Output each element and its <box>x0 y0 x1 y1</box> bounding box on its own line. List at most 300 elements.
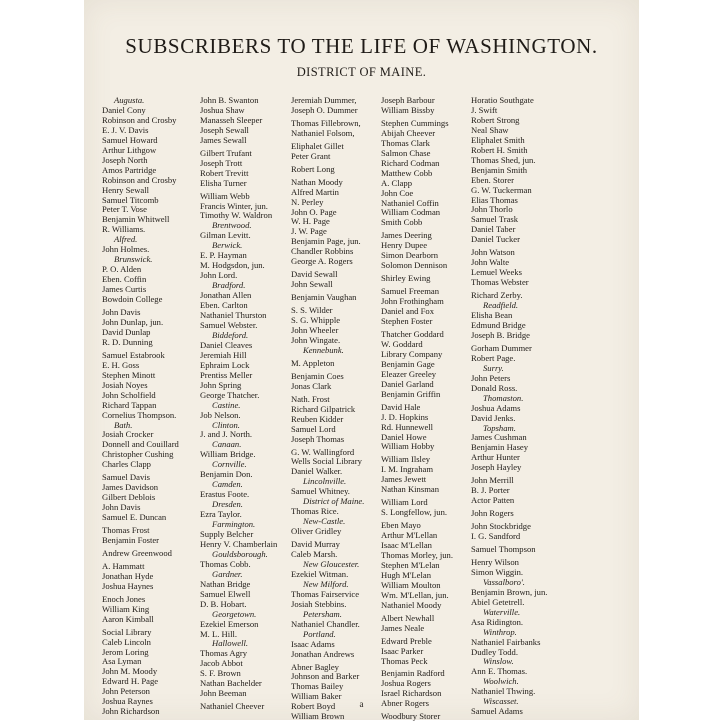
subscriber-name: I. M. Ingraham <box>381 465 434 475</box>
subscriber-name: W. H. Page <box>291 217 330 227</box>
subscriber-name: E. P. Hayman <box>200 251 247 261</box>
subscriber-name: Henry Wilson <box>471 557 519 567</box>
subscriber-name: Benjamin Foster <box>102 535 160 545</box>
town-heading: Camden. <box>212 480 243 490</box>
subscriber-name: Arthur M'Lellan <box>381 531 438 541</box>
subscriber-name: Elisha Bean <box>471 311 513 321</box>
subscriber-name: George Thatcher. <box>200 390 260 400</box>
subscriber-name: Benjamin Page, jun. <box>291 237 361 247</box>
subscriber-name: Nathaniel Thurston <box>200 311 267 321</box>
subscriber-name: Shirley Ewing <box>381 274 431 284</box>
subscriber-name: Benjamin Don. <box>200 470 253 480</box>
subscriber-name: Joshua Adams <box>471 403 521 413</box>
subscriber-name: John Lord. <box>200 271 238 281</box>
subscriber-name: Thomas Frost <box>102 526 150 536</box>
subscriber-name: Jeremiah Hill <box>200 350 247 360</box>
subscriber-name: Joshua Haynes <box>102 581 154 591</box>
subscriber-name: Joshua Rogers <box>381 679 431 689</box>
subscriber-name: John Davis <box>102 308 141 318</box>
subscriber-name: Stephen Foster <box>381 317 433 327</box>
subscriber-name: Nathaniel Fairbanks <box>471 637 541 647</box>
subscriber-name: Jerom Loring <box>102 647 149 657</box>
town-heading: Augusta. <box>114 96 145 105</box>
subscriber-name: Nathan Kinsman <box>381 485 439 495</box>
subscriber-name: Rd. Hunnewell <box>381 422 434 432</box>
subscriber-name: Nathaniel Thwing. <box>471 687 536 697</box>
town-heading: Gouldsborough. <box>212 549 268 559</box>
town-heading: Cornville. <box>212 460 247 470</box>
subscriber-name: Thomas Cobb. <box>200 559 251 569</box>
subscriber-name: Aaron Kimball <box>102 614 154 624</box>
subscriber-name: David Hale <box>381 402 421 412</box>
subscriber-name: Alfred Martin <box>291 187 339 197</box>
subscriber-name: Prentiss Meller <box>200 370 253 380</box>
subscriber-name: Daniel and Fox <box>381 307 434 317</box>
subscriber-name: Robert H. Smith <box>471 145 528 155</box>
subscriber-name: Horatio Southgate <box>471 96 534 105</box>
town-heading: Wiscasset. <box>483 697 519 707</box>
subscriber-name: Timothy W. Waldron <box>200 211 273 221</box>
subscriber-name: William Codman <box>381 208 441 218</box>
subscriber-name: David Jenks. <box>471 413 516 423</box>
town-heading: New Milford. <box>303 579 349 589</box>
subscriber-name: R. Williams. <box>102 225 146 235</box>
subscriber-name: M. Hodgsdon, jun. <box>200 261 265 271</box>
subscriber-name: Ephraim Lock <box>200 360 250 370</box>
subscriber-name: Daniel Taber <box>471 225 516 235</box>
town-heading: Petersham. <box>303 609 342 619</box>
subscriber-name: Nath. Frost <box>291 394 330 404</box>
subscriber-name: Thomas Morley, jun. <box>381 550 454 560</box>
subscriber-name: Social Library <box>102 627 152 637</box>
subscriber-name: I. G. Sandford <box>471 532 521 542</box>
subscriber-name: Benjamin Brown, jun. <box>471 587 548 597</box>
subscriber-name: Peter Grant <box>291 151 331 161</box>
subscriber-name: Edward H. Page <box>102 677 159 687</box>
subscriber-name: Jonathan Andrews <box>291 649 355 659</box>
subscriber-name: Samuel Whitney. <box>291 487 350 497</box>
subscriber-name: John Wheeler <box>291 326 339 336</box>
subscriber-name: John B. Swanton <box>200 96 259 105</box>
subscriber-name: Samuel E. Duncan <box>102 513 167 523</box>
subscriber-name: Samuel Freeman <box>381 287 439 297</box>
town-heading: Biddeford. <box>212 330 249 340</box>
subscriber-name: Nathan Bridge <box>200 579 251 589</box>
subscriber-name: Job Nelson. <box>200 410 241 420</box>
subscriber-name: Nathaniel Moody <box>381 600 442 610</box>
subscriber-name: Charles Clapp <box>102 460 151 470</box>
town-heading: Castine. <box>212 400 241 410</box>
subscriber-name: Gilbert Trufant <box>200 148 252 158</box>
subscriber-name: Samuel Adams <box>471 707 523 717</box>
subscriber-name: Eliphalet Gillet <box>291 141 344 151</box>
subscriber-name: Amos Partridge <box>102 165 157 175</box>
subscriber-name: Joshua Shaw <box>200 105 245 115</box>
subscriber-name: Nathaniel Cheever <box>200 702 265 712</box>
subscriber-name: Bowdoin College <box>102 295 163 305</box>
subscriber-name: Erastus Foote. <box>200 490 250 500</box>
subscriber-name: John Thorlo <box>471 205 513 215</box>
subscriber-name: William Lord <box>381 498 428 508</box>
subscriber-name: Asa Lyman <box>102 657 142 667</box>
town-heading: Topsham. <box>483 423 516 433</box>
town-heading: Winthrop. <box>483 627 517 637</box>
subscriber-name: J. Swift <box>471 105 498 115</box>
subscriber-name: Thomas Rice. <box>291 507 339 517</box>
subscriber-name: Albert Newhall <box>381 613 435 623</box>
subscriber-name: Eben. Storer <box>471 175 514 185</box>
subscriber-name: Henry Dupee <box>381 241 428 251</box>
subscriber-name: John Beeman <box>200 689 247 699</box>
town-heading: New Gloucester. <box>303 559 360 569</box>
subscriber-name: Woodbury Storer <box>381 712 441 722</box>
subscriber-name: Robert Long <box>291 164 335 174</box>
town-heading: Berwick. <box>212 241 243 251</box>
subscriber-name: Johnson and Barker <box>291 672 360 682</box>
subscriber-name: E. J. V. Davis <box>102 125 149 135</box>
subscriber-name: Nathaniel Coffin <box>381 198 439 208</box>
subscriber-name: John Peterson <box>102 687 150 697</box>
subscriber-name: Matthew Cobb <box>381 168 433 178</box>
subscriber-name: A. Clapp <box>381 178 413 188</box>
subscriber-name: John Peters <box>471 373 511 383</box>
town-heading: Bath. <box>114 420 133 430</box>
subscriber-name: Thomas Fillebrown, <box>291 118 361 128</box>
subscriber-name: Samuel Titcomb <box>102 195 159 205</box>
subscriber-name: James Sewall <box>200 135 247 145</box>
subscriber-name: James Deering <box>381 231 432 241</box>
subscriber-name: Benjamin Griffin <box>381 389 441 399</box>
subscriber-name: Eleazer Greeley <box>381 369 437 379</box>
subscriber-name: Edmund Bridge <box>471 320 526 330</box>
subscriber-name: Nathaniel Folsom, <box>291 128 355 138</box>
subscriber-name: Nathan Bachelder <box>200 679 262 689</box>
subscriber-name: Richard Zerby. <box>471 291 523 301</box>
subscriber-name: William Baker <box>291 692 342 702</box>
subscriber-name: John Scholfield <box>102 390 156 400</box>
subscriber-name: Wells Social Library <box>291 457 362 467</box>
subscriber-name: Wm. M'Lellan, jun. <box>381 590 449 600</box>
subscriber-name: Robert Strong <box>471 115 520 125</box>
subscriber-name: N. Perley <box>291 197 324 207</box>
subscriber-name: Francis Winter, jun. <box>200 201 268 211</box>
subscriber-name: Arthur Hunter <box>471 453 520 463</box>
subscriber-name: William Ilsley <box>381 455 431 465</box>
subscriber-name: Thomas Peck <box>381 656 428 666</box>
subscriber-name: P. O. Alden <box>102 265 142 275</box>
subscriber-name: Joseph Hayley <box>471 463 522 473</box>
town-heading: District of Maine. <box>303 497 365 507</box>
subscriber-name: John O. Page <box>291 207 337 217</box>
subscriber-name: J. and J. North. <box>200 430 253 440</box>
subscriber-name: Jeremiah Dummer, <box>291 96 357 105</box>
subscriber-name: Manasseh Sleeper <box>200 115 263 125</box>
subscriber-name: Benjamin Gage <box>381 359 435 369</box>
subscriber-name: D. B. Hobart. <box>200 599 247 609</box>
subscriber-name: Josiah Stebbins. <box>291 599 347 609</box>
subscriber-name: James Davidson <box>102 483 159 493</box>
subscriber-name: Daniel Tucker <box>471 235 520 245</box>
subscriber-name: Hugh M'Lelan <box>381 570 431 580</box>
page-title: SUBSCRIBERS TO THE LIFE OF WASHINGTON. <box>125 34 598 58</box>
subscriber-name: William King <box>102 604 150 614</box>
subscriber-name: Abner Rogers <box>381 699 429 709</box>
subscriber-name: Enoch Jones <box>102 594 146 604</box>
subscriber-name: J. D. Hopkins <box>381 412 429 422</box>
town-heading: Lincolnville. <box>303 477 347 487</box>
subscriber-name: John Merrill <box>471 476 514 486</box>
subscriber-name: Daniel Walker. <box>291 467 343 477</box>
subscriber-name: Joseph Thomas <box>291 434 345 444</box>
town-heading: Bradford. <box>212 281 246 291</box>
subscriber-name: Asa Ridington. <box>471 617 524 627</box>
subscriber-name: Thomas Webster <box>471 278 529 288</box>
subscriber-name: Stephen M'Lelan <box>381 560 440 570</box>
subscriber-name: Smith Cobb <box>381 218 423 228</box>
subscriber-name: David Dunlap <box>102 327 151 337</box>
subscriber-name: Library Company <box>381 349 443 359</box>
subscriber-name: John Watson <box>471 248 515 258</box>
subscriber-name: Henry V. Chamberlain <box>200 539 278 549</box>
subscriber-name: Joseph O. Dummer <box>291 105 358 115</box>
subscriber-name: R. D. Dunning <box>102 337 153 347</box>
subscriber-name: Abner Bagley <box>291 662 339 672</box>
subscriber-column-5 <box>471 96 567 717</box>
subscriber-name: Christopher Cushing <box>102 450 174 460</box>
subscriber-name: John Coe <box>381 188 414 198</box>
subscriber-name: John Rogers <box>471 509 514 519</box>
subscriber-column-2 <box>200 96 296 712</box>
subscriber-name: David Murray <box>291 540 340 550</box>
subscriber-name: Benjamin Hasey <box>471 443 529 453</box>
subscriber-name: Daniel Howe <box>381 432 427 442</box>
subscriber-name: Eben. Coffin <box>102 275 147 285</box>
subscriber-name: Cornelius Thompson. <box>102 410 177 420</box>
subscriber-name: Simon Wiggin. <box>471 567 524 577</box>
subscriber-name: Gorham Dummer <box>471 343 532 353</box>
town-heading: Surry. <box>483 363 504 373</box>
town-heading: Waterville. <box>483 607 521 617</box>
subscriber-name: Thomas Fairservice <box>291 589 360 599</box>
subscriber-name: Reuben Kidder <box>291 414 344 424</box>
subscriber-name: Elisha Turner <box>200 178 247 188</box>
subscriber-name: Richard Gilpatrick <box>291 404 356 414</box>
subscriber-name: Benjamin Vaughan <box>291 293 357 303</box>
subscriber-name: John Sewall <box>291 280 333 290</box>
subscriber-name: William Bissby <box>381 105 435 115</box>
subscriber-name: Joseph Sewall <box>200 125 249 135</box>
subscriber-name: Joshua Raynes <box>102 697 153 707</box>
subscriber-name: Caleb Lincoln <box>102 637 151 647</box>
subscriber-name: J. W. Page <box>291 227 327 237</box>
town-heading: Portland. <box>303 629 336 639</box>
subscriber-name: Gilman Levitt. <box>200 231 251 241</box>
subscriber-name: Jonas Clark <box>291 381 332 391</box>
subscriber-name: Elias Thomas <box>471 195 518 205</box>
town-heading: Gardner. <box>212 569 243 579</box>
subscriber-name: Isaac Parker <box>381 646 424 656</box>
subscriber-name: John Wingate. <box>291 335 341 345</box>
subscriber-name: Israel Richardson <box>381 689 442 699</box>
subscriber-name: James Neale <box>381 623 425 633</box>
subscriber-name: William Hobby <box>381 442 435 452</box>
subscriber-name: Oliver Gridley <box>291 527 342 537</box>
subscriber-name: Benjamin Coes <box>291 371 344 381</box>
subscriber-name: Simon Dearborn <box>381 251 439 261</box>
subscriber-name: M. Appleton <box>291 358 335 368</box>
subscriber-name: Samuel Webster. <box>200 320 258 330</box>
subscriber-name: Actor Patten <box>471 496 515 506</box>
town-heading: New-Castle. <box>303 517 346 527</box>
subscriber-name: James Curtis <box>102 285 147 295</box>
town-heading: Woolwich. <box>483 677 519 687</box>
subscriber-name: Lemuel Weeks <box>471 268 522 278</box>
subscriber-name: Thomas Clark <box>381 138 430 148</box>
subscriber-name: Joseph North <box>102 155 148 165</box>
subscriber-name: Abijah Cheever <box>381 128 436 138</box>
town-heading: Farmington. <box>212 520 256 530</box>
subscriber-name: William Moulton <box>381 580 441 590</box>
subscriber-name: Jonathan Allen <box>200 291 252 301</box>
subscriber-name: Chandler Robbins <box>291 247 354 257</box>
subscriber-name: Samuel Howard <box>102 135 158 145</box>
document-page <box>84 0 639 720</box>
subscriber-name: Arthur Lithgow <box>102 145 157 155</box>
subscriber-name: Thatcher Goddard <box>381 329 444 339</box>
subscriber-name: Joseph Trott <box>200 158 243 168</box>
subscriber-name: John Frothingham <box>381 297 444 307</box>
subscriber-name: Benjamin Whitwell <box>102 215 170 225</box>
subscriber-name: Andrew Greenwood <box>102 548 172 558</box>
subscriber-name: John Walte <box>471 258 510 268</box>
subscriber-name: John Spring <box>200 380 242 390</box>
subscriber-name: William Bridge. <box>200 450 256 460</box>
subscriber-name: Joseph Barbour <box>381 96 435 105</box>
subscriber-name: Daniel Garland <box>381 379 434 389</box>
subscriber-name: James Jewett <box>381 475 427 485</box>
subscriber-name: Donald Ross. <box>471 383 518 393</box>
subscriber-name: Nathaniel Chandler. <box>291 619 360 629</box>
subscriber-name: Samuel Elwell <box>200 589 251 599</box>
subscriber-name: Gilbert Deblois <box>102 493 156 503</box>
subscriber-name: S. Longfellow, jun. <box>381 508 448 518</box>
subscriber-name: Eben. Carlton <box>200 301 248 311</box>
subscriber-name: Jonathan Hyde <box>102 571 154 581</box>
subscriber-name: Thomas Shed, jun. <box>471 155 536 165</box>
subscriber-name: Peter T. Vose <box>102 205 147 215</box>
page-subtitle: DISTRICT OF MAINE. <box>296 65 427 79</box>
subscriber-name: Ann E. Thomas. <box>471 667 528 677</box>
subscriber-name: Samuel Thompson <box>471 544 536 554</box>
subscriber-name: M. L. Hill. <box>200 629 238 639</box>
subscriber-name: Thomas Agry <box>200 649 248 659</box>
town-heading: Winslow. <box>483 657 514 667</box>
subscriber-name: Daniel Cleaves <box>200 340 253 350</box>
subscriber-name: Caleb Marsh. <box>291 550 338 560</box>
subscriber-name: Isaac M'Lellan <box>381 541 432 551</box>
town-heading: Kennebunk. <box>303 345 344 355</box>
subscriber-name: Samuel Trask <box>471 215 519 225</box>
subscriber-name: John Stockbridge <box>471 522 531 532</box>
subscriber-column-4 <box>381 96 477 722</box>
subscriber-name: Samuel Davis <box>102 473 150 483</box>
subscriber-name: Josiah Noyes <box>102 380 148 390</box>
subscriber-name: Ezekiel Emerson <box>200 619 259 629</box>
subscriber-name: George A. Rogers <box>291 257 353 267</box>
subscriber-name: John Holmes. <box>102 245 150 255</box>
subscriber-name: William Webb <box>200 191 250 201</box>
subscriber-name: Richard Tappan <box>102 400 157 410</box>
subscriber-name: S. G. Whipple <box>291 316 341 326</box>
subscriber-name: David Sewall <box>291 270 338 280</box>
subscriber-name: Benjamin Radford <box>381 669 445 679</box>
town-heading: Clinton. <box>212 420 240 430</box>
subscriber-name: Donnell and Couillard <box>102 440 179 450</box>
subscriber-name: W. Goddard <box>381 339 423 349</box>
subscriber-name: A. Hammatt <box>102 561 145 571</box>
subscriber-name: Stephen Minott <box>102 370 156 380</box>
subscriber-name: William Brown <box>291 712 345 722</box>
subscriber-name: E. H. Goss <box>102 360 140 370</box>
subscriber-name: Ezra Taylor. <box>200 510 242 520</box>
town-heading: Brentwood. <box>212 221 252 231</box>
subscriber-name: Neal Shaw <box>471 125 509 135</box>
subscriber-name: Robert Page. <box>471 353 516 363</box>
subscriber-name: Eben Mayo <box>381 521 421 531</box>
subscriber-name: Eliphalet Smith <box>471 135 525 145</box>
subscriber-name: Supply Belcher <box>200 529 254 539</box>
subscriber-name: S. S. Wilder <box>291 306 333 316</box>
town-heading: Dresden. <box>212 500 243 510</box>
town-heading: Hallowell. <box>212 639 249 649</box>
subscriber-column-3 <box>291 96 387 722</box>
subscriber-name: Robinson and Crosby <box>102 115 177 125</box>
signature-mark: a <box>359 699 364 709</box>
subscriber-name: Stephen Cummings <box>381 118 449 128</box>
subscriber-name: Samuel Estabrook <box>102 350 165 360</box>
subscriber-name: Salmon Chase <box>381 148 431 158</box>
subscriber-name: G. W. Wallingford <box>291 447 355 457</box>
town-heading: Alfred. <box>114 235 138 245</box>
subscriber-name: John Dunlap, jun. <box>102 317 164 327</box>
subscriber-name: Richard Codman <box>381 158 440 168</box>
subscriber-name: John Richardson <box>102 707 160 717</box>
subscriber-name: Dudley Todd. <box>471 647 518 657</box>
subscriber-name: Benjamin Smith <box>471 165 528 175</box>
subscriber-name: B. J. Porter <box>471 486 510 496</box>
subscriber-name: Henry Sewall <box>102 185 150 195</box>
subscriber-name: Ezekiel Witman. <box>291 569 349 579</box>
subscriber-column-1 <box>102 96 198 717</box>
town-heading: Thomaston. <box>483 393 524 403</box>
subscriber-name: Jacob Abbot <box>200 659 243 669</box>
town-heading: Canaan. <box>212 440 242 450</box>
subscriber-name: G. W. Tuckerman <box>471 185 532 195</box>
town-heading: Georgetown. <box>212 609 257 619</box>
subscriber-name: Samuel Lord <box>291 424 336 434</box>
subscriber-name: Edward Preble <box>381 636 432 646</box>
subscriber-name: Robert Boyd <box>291 702 336 712</box>
subscriber-name: Isaac Adams <box>291 639 335 649</box>
subscriber-name: James Cushman <box>471 433 527 443</box>
town-heading: Vassalboro'. <box>483 577 525 587</box>
town-heading: Readfield. <box>483 301 519 311</box>
subscriber-name: S. F. Brown <box>200 669 241 679</box>
subscriber-name: Robinson and Crosby <box>102 175 177 185</box>
subscriber-name: Thomas Bailey <box>291 682 344 692</box>
subscriber-name: Nathan Moody <box>291 177 343 187</box>
subscriber-name: Robert Trevitt <box>200 168 249 178</box>
